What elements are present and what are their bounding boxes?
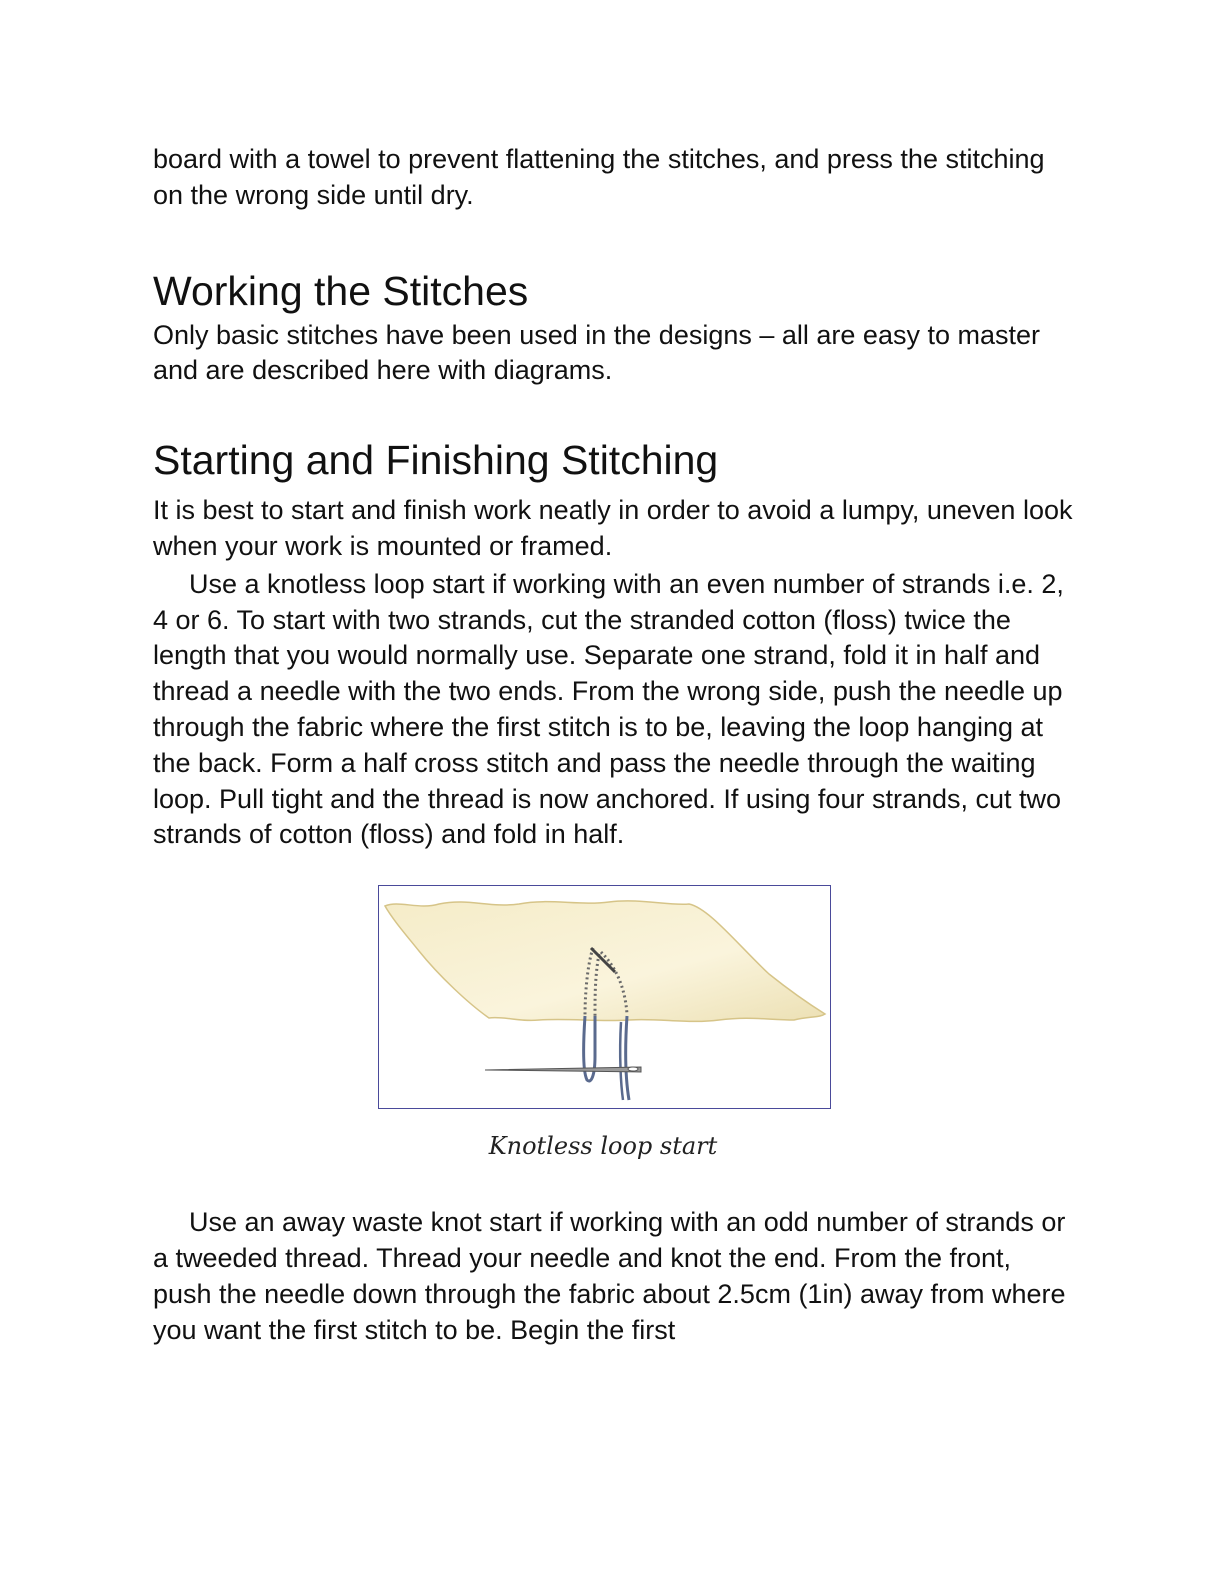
working-stitches-paragraph: Only basic stitches have been used in the designs – all are easy to master and are described here with diagrams. [153, 319, 1040, 386]
starting-paragraph-3: Use an away waste knot start if working with an odd number of strands or a tweeded thread. Thread your needle and knot the end. From the front, push the needle down through the fabric about 2.5cm (1in) away from where you want the first stitch to be. Begin the first [153, 1207, 1066, 1345]
intro-paragraph: board with a towel to prevent flattening the stitches, and press the stitching on the wrong side until dry. [153, 144, 1045, 210]
starting-paragraph-2: Use a knotless loop start if working with an even number of strands i.e. 2, 4 or 6. To start with two strands, cut the stranded cotton (floss) twice the length that you would normally use. Separate one strand, fold it in half and thread a needle with the two ends. From the wrong side, push the needle up through the fabric where the first stitch is to be, leaving the loop hanging at the back. Form a half cross stitch and pass the needle through the waiting loop. Pull tight and the thread is now anchored. If using four strands, cut two strands of cotton (floss) and fold in half. [153, 568, 1064, 850]
needle-eye [628, 1067, 638, 1071]
starting-paragraph-1: It is best to start and finish work neatly in order to avoid a lumpy, uneven look when your work is mounted or framed. [153, 495, 1073, 561]
heading-starting-finishing: Starting and Finishing Stitching [153, 437, 719, 484]
thread-tail [626, 1016, 629, 1100]
page-content [153, 142, 1073, 1348]
figure-caption: Knotless loop start [488, 1132, 718, 1161]
thread-tail-2 [620, 1022, 623, 1100]
knotless-loop-illustration [379, 886, 829, 1107]
needle [485, 1067, 641, 1072]
heading-working-the-stitches: Working the Stitches [153, 267, 529, 314]
knotless-loop-figure [378, 885, 831, 1109]
